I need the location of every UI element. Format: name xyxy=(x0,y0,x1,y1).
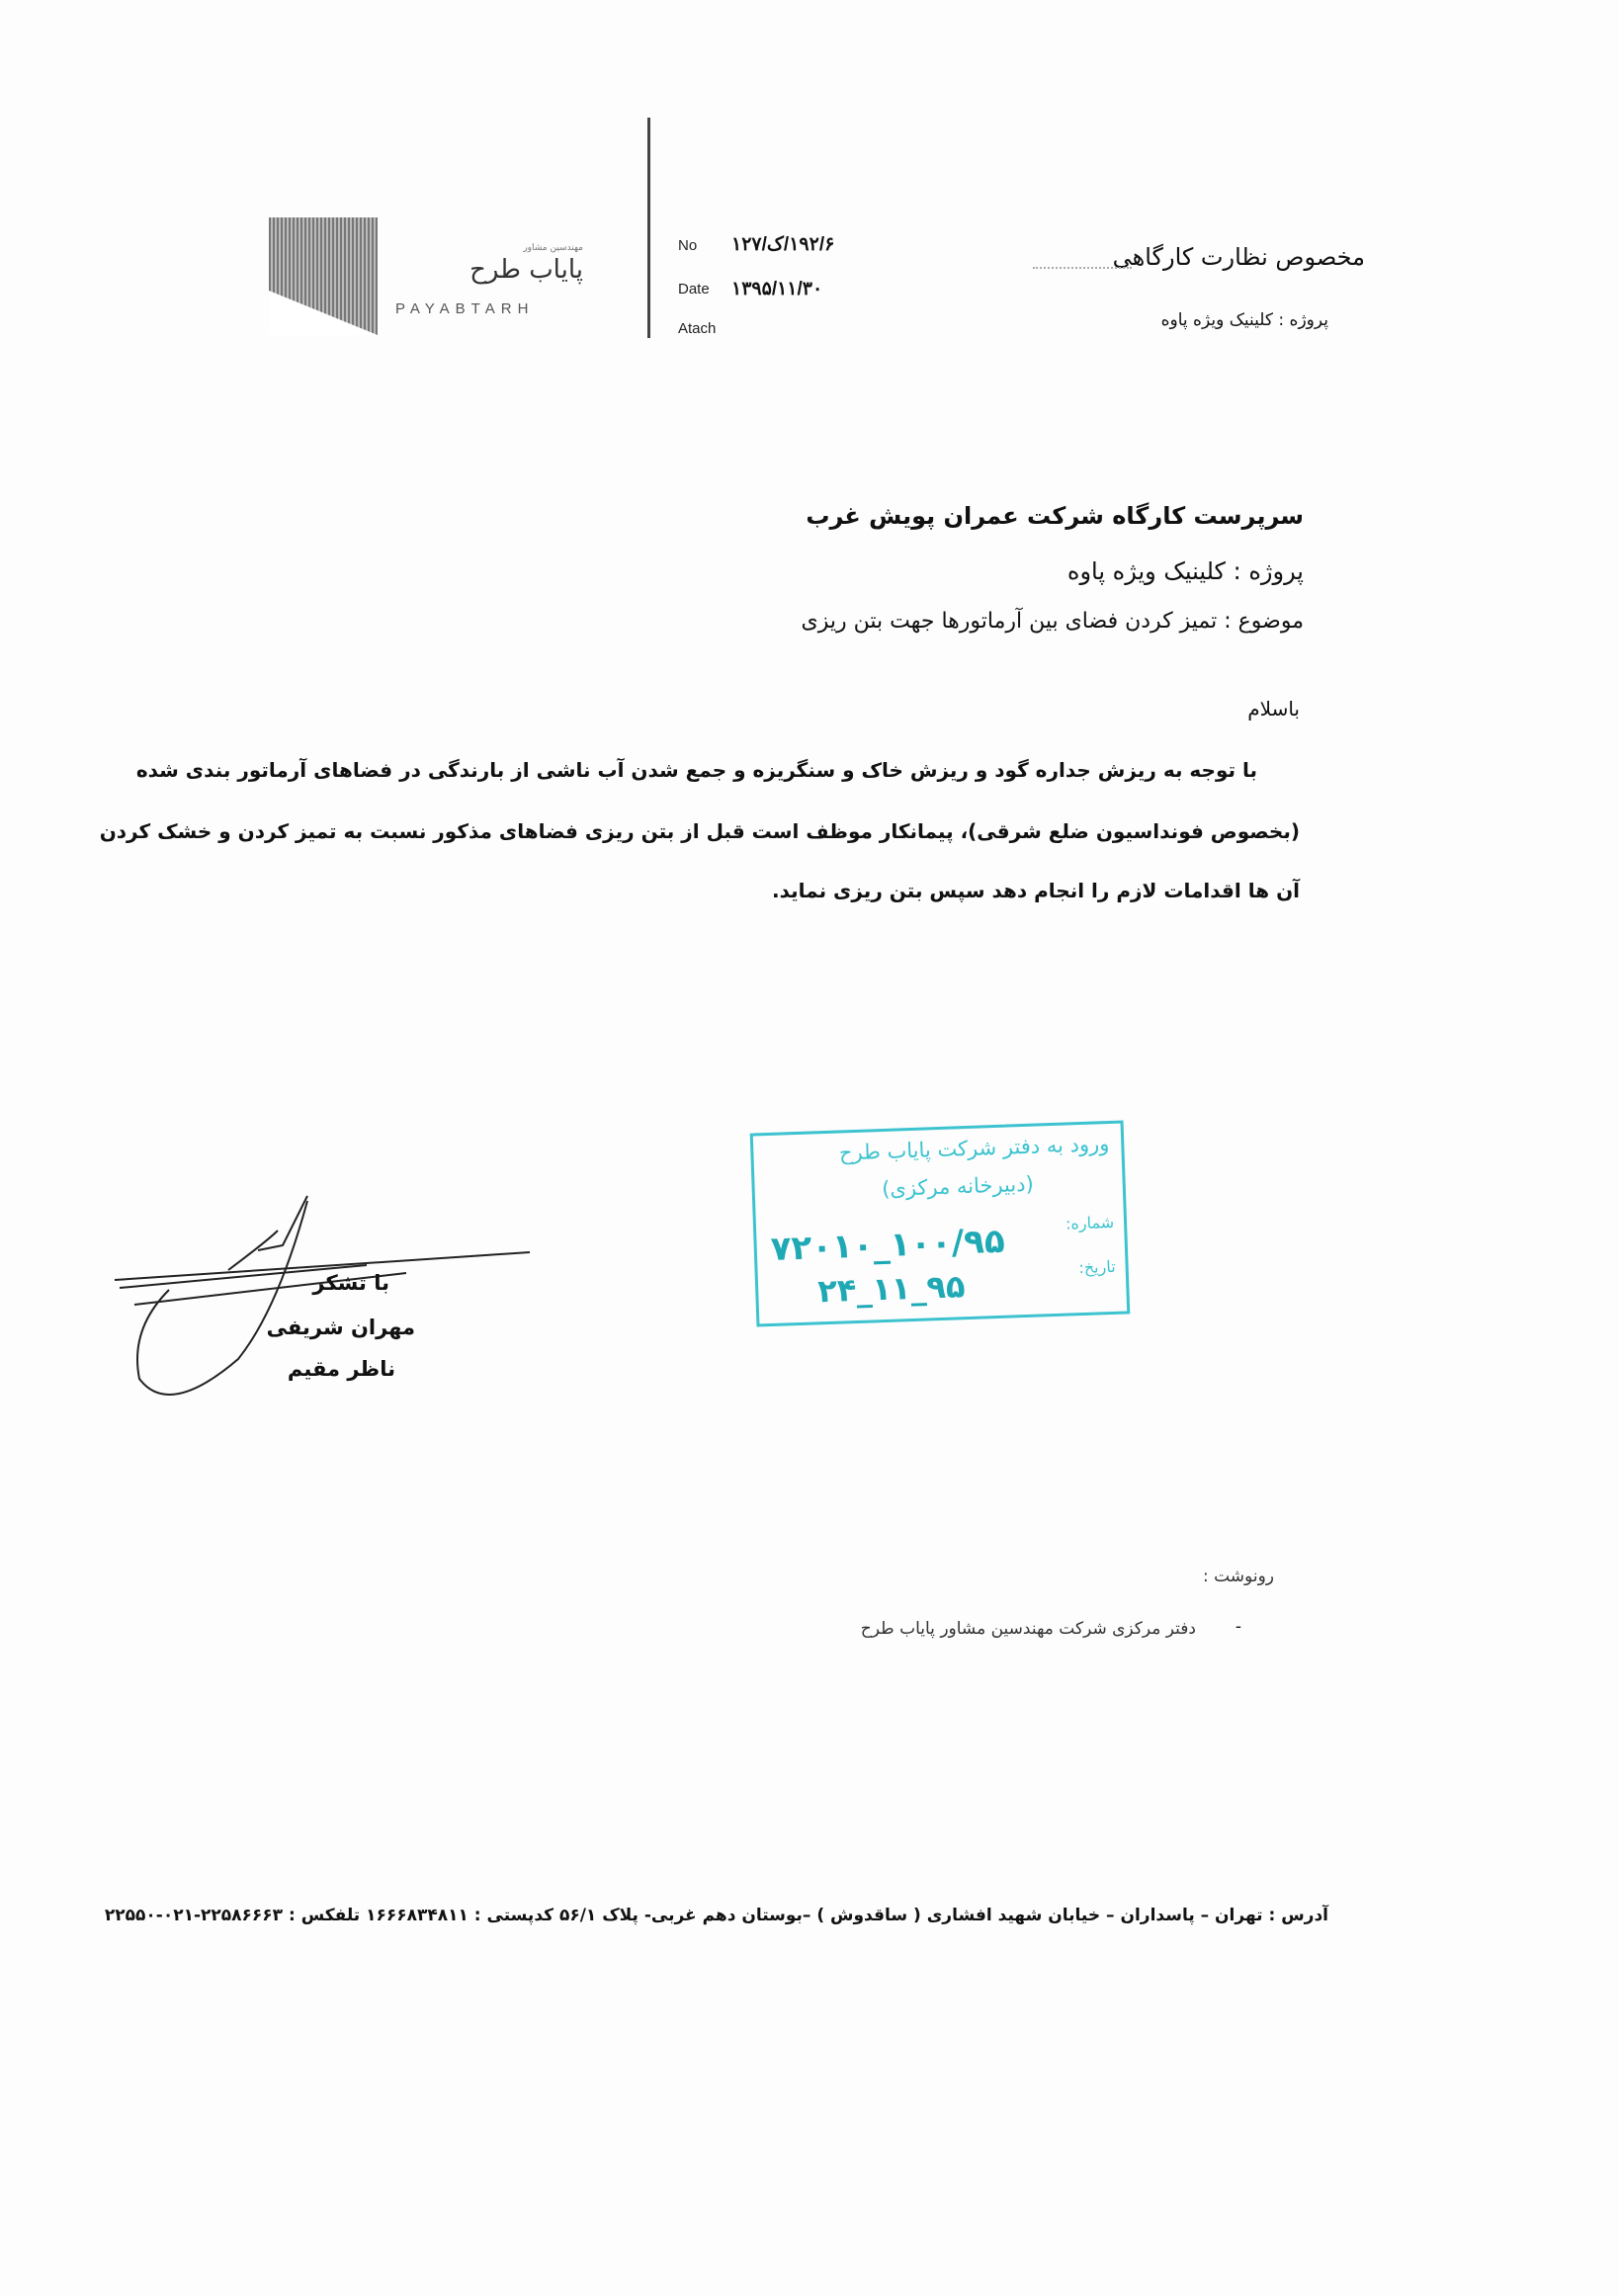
signer-role: ناظر مقیم xyxy=(287,1357,395,1381)
cc-dash: - xyxy=(1235,1617,1241,1637)
logo-name-fa: پایاب طرح xyxy=(469,255,583,285)
stamp-line2: (دبیرخانه مرکزی) xyxy=(881,1171,1035,1202)
signer-name: مهران شریفی xyxy=(266,1316,415,1339)
body-line: با توجه به ریزش جداره گود و ریزش خاک و سنگریزه و جمع شدن آب ناشی از بارندگی در فضاهای آرماتور بندی شده xyxy=(135,758,1257,782)
date-value: ۱۳۹۵/۱۱/۳۰ xyxy=(731,279,823,299)
no-value: ۱۹۲/۶/ک/۱۲۷ xyxy=(731,234,835,255)
recipient: سرپرست کارگاه شرکت عمران پویش غرب xyxy=(806,502,1304,530)
footer-address: آدرس : تهران – پاسداران – خیابان شهید افشاری ( ساقدوش ) –بوستان دهم غربی- پلاک ۵۶/۱ کدپستی : ۱۶۶۶۸۳۴۸۱۱ تلفکس : ۲۲۵۸۶۶۶۳-۰۲۱-۲۲۵۵۰ xyxy=(104,1906,1328,1925)
header-divider xyxy=(647,118,650,338)
body-line: (بخصوص فونداسیون ضلع شرقی)، پیمانکار موظف است قبل از بتن ریزی فضاهای مذکور نسبت به تمیز کردن و خشک کردن xyxy=(99,819,1300,843)
stamp-date-value: ۹۵_۱۱_۲۴ xyxy=(816,1267,967,1311)
greeting: باسلام xyxy=(1247,697,1300,721)
header-title: مخصوص نظارت کارگاهی xyxy=(1112,243,1365,271)
attach-label: Atach xyxy=(678,320,717,337)
project-line: پروژه : کلینیک ویژه پاوه xyxy=(1066,557,1304,585)
closing: با تشکر xyxy=(312,1271,389,1295)
logo-tagline: مهندسین مشاور xyxy=(523,243,583,253)
stamp-number-value: ۱۰۰/۹۵_۷۲۰۱۰ xyxy=(770,1221,1006,1269)
stamp-line1: ورود به دفتر شرکت پایاب طرح xyxy=(838,1131,1110,1165)
subject-line: موضوع : تمیز کردن فضای بین آرماتورها جهت بتن ریزی xyxy=(801,609,1304,634)
no-label: No xyxy=(678,237,698,254)
date-label: Date xyxy=(678,281,710,298)
header-dotted-line xyxy=(1033,267,1132,269)
cc-item: دفتر مرکزی شرکت مهندسین مشاور پایاب طرح xyxy=(860,1619,1196,1639)
body-line: آن ها اقدامات لازم را انجام دهد سپس بتن ریزی نماید. xyxy=(771,879,1300,902)
stamp-number-label: شماره: xyxy=(1065,1212,1115,1233)
stamp-date-label: تاریخ: xyxy=(1078,1256,1116,1278)
receipt-stamp xyxy=(750,1120,1131,1326)
cc-label: رونوشت : xyxy=(1202,1567,1274,1586)
company-logo-mark xyxy=(269,217,378,335)
logo-name-en: PAYABTARH xyxy=(395,300,535,317)
header-project: پروژه : کلینیک ویژه پاوه xyxy=(1160,310,1328,330)
